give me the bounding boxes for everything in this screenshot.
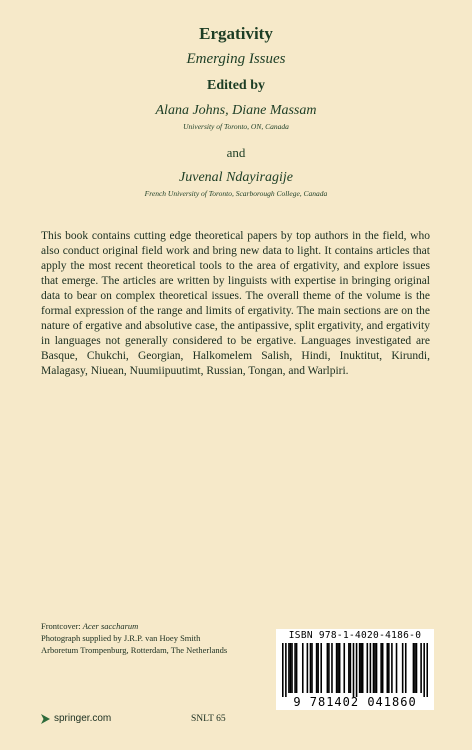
barcode-bar [367,643,369,693]
barcode-bar [331,643,333,693]
isbn-barcode [276,629,434,710]
barcode-bar [288,643,290,693]
barcode-bar [285,643,287,697]
and-label: and [226,145,246,160]
barcode-bar [336,643,338,693]
affiliation-2: French University of Toronto, Scarborough College, Canada [144,189,328,198]
barcode-digits: 9 781402 041860 [293,695,417,709]
barcode-bar [396,643,398,693]
barcode-bar [337,643,339,693]
barcode-bar [310,643,312,693]
book-title: Ergativity [199,24,273,43]
barcode-bar [382,643,384,693]
barcode-bar [360,643,362,693]
barcode-bar [416,643,418,693]
barcode-bar [348,643,350,693]
barcode-bar [311,643,313,693]
cover-credits [41,620,261,656]
barcode-bar [362,643,364,693]
barcode-bar [294,643,296,693]
chevron-right-icon [41,714,50,724]
barcode-bar [387,643,389,693]
barcode-bar [291,643,293,693]
barcode-bar [343,643,345,693]
barcode-bar [350,643,352,693]
barcode-bar [317,643,319,693]
barcode-bar [370,643,372,693]
book-subtitle: Emerging Issues [186,51,286,67]
barcode-bar [282,643,284,697]
series-number: SNLT 65 [191,714,226,724]
publisher-link[interactable] [41,713,111,724]
barcode-bar [339,643,341,693]
barcode-bar [423,643,425,697]
barcode-bar [388,643,390,693]
barcode-bars [282,643,428,697]
cover-header [0,24,472,198]
affiliation-1: University of Toronto, ON, Canada [183,122,289,131]
barcode-bar [307,643,309,693]
barcode-bar [402,643,404,693]
editors-line-2: Juvenal Ndayiragije [179,170,293,185]
frontcover-species: Acer saccharum [82,621,139,631]
barcode-bar [413,643,415,693]
barcode-bar [374,643,376,693]
barcode-bar [356,643,358,697]
barcode-bar [316,643,318,693]
isbn-text: ISBN 978-1-4020-4186-0 [288,630,422,641]
barcode-bar [290,643,292,693]
barcode-bar [302,643,304,693]
edited-by-label: Edited by [207,78,265,93]
location-line: Arboretum Trompenburg, Rotterdam, The Netherlands [41,645,228,655]
barcode-bar [327,643,329,693]
barcode-bar [359,643,361,693]
barcode-bar [414,643,416,693]
barcode-bar [296,643,298,693]
barcode-bar [405,643,407,693]
barcode-bar [320,643,322,693]
photo-credit-line: Photograph supplied by J.R.P. van Hoey Smith [41,633,201,643]
book-description: This book contains cutting edge theoretical papers by top authors in the field, who also conduct original field work and bring new data to light. It contains articles that apply the most recent theoretical tools to the area of ergativity, and explore issues that emerge. The articles are written by linguists with expertise in bringing original data to bear on complex theoretical issues. The overall theme of the volume is the formal expression of the range and limits of ergativity. The main sections are on the nature of ergative and absolutive case, the antipassive, split ergativity, and ergativity in languages not generally considered to be ergative. Languages investigated are Basque, Chukchi, Georgian, Halkomelem Salish, Hindi, Inuktitut, Kirundi, Malagasy, Niuean, Nuumiipuutimt, Russian, Tongan, and Warlpiri. [41,229,430,378]
barcode-bar [420,643,422,693]
barcode-bar [376,643,378,693]
barcode-bar [328,643,330,693]
barcode-bar [353,643,355,697]
editors-line-1: Alana Johns, Diane Massam [155,103,317,118]
barcode-bar [391,643,393,693]
barcode-bar [380,643,382,693]
barcode-bar [373,643,375,693]
barcode-bar [426,643,428,697]
publisher-url: springer.com [54,713,112,724]
frontcover-label: Frontcover: [41,621,81,631]
frontcover-line [41,620,261,632]
